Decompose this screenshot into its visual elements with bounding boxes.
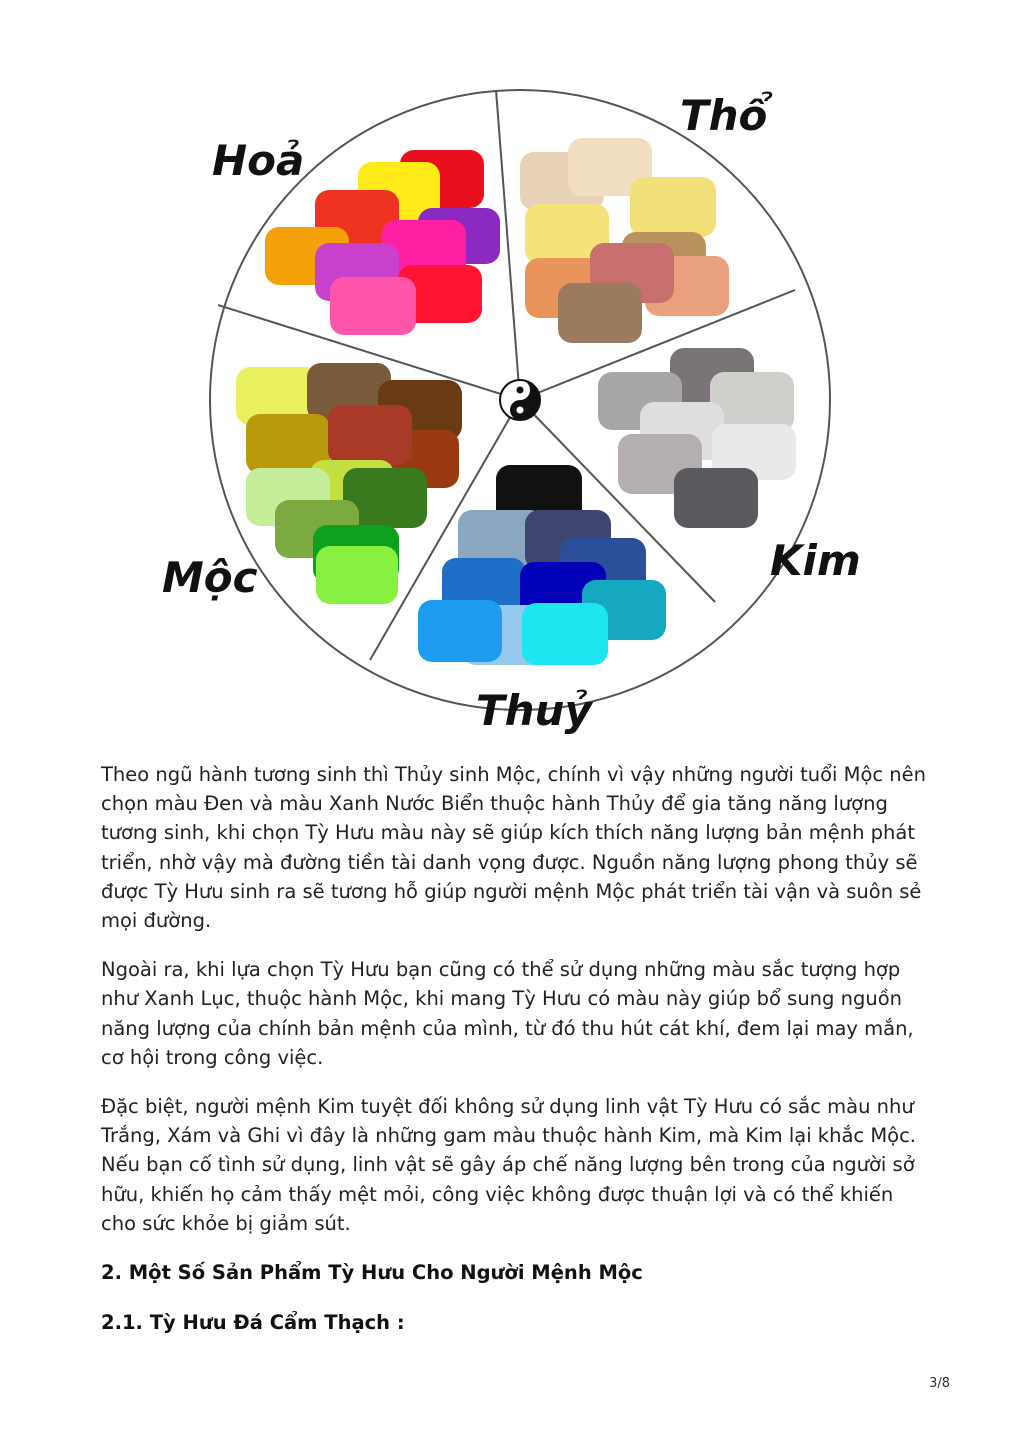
five-elements-color-wheel	[150, 80, 890, 740]
label-earth: Thổ	[680, 91, 768, 140]
subsection-heading: 2.1. Tỳ Hưu Đá Cẩm Thạch :	[101, 1311, 405, 1335]
metal-swatch	[674, 468, 758, 528]
label-water: Thuỷ	[476, 686, 592, 735]
earth-swatch	[630, 177, 716, 237]
paragraph: Ngoài ra, khi lựa chọn Tỳ Hưu bạn cũng có thể sử dụng những màu sắc tượng hợp như Xanh Lục, thuộc hành Mộc, khi mang Tỳ Hưu có màu này giúp bổ sung nguồn năng lượng của chính bản mệnh của mình, từ đó thu hút cát khí, đem lại may mắn, cơ hội trong công việc.	[101, 958, 914, 1069]
page-number: 3/8	[929, 1376, 950, 1391]
water-swatch	[522, 603, 608, 665]
water-swatch	[418, 600, 502, 662]
fire-swatch	[330, 277, 416, 335]
section-heading: 2. Một Số Sản Phẩm Tỳ Hưu Cho Người Mệnh Mộc	[101, 1261, 643, 1285]
label-metal: Kim	[770, 536, 861, 585]
earth-swatch	[558, 283, 642, 343]
paragraph: Đặc biệt, người mệnh Kim tuyệt đối không sử dụng linh vật Tỳ Hưu có sắc màu như Trắng, Xám và Ghi vì đây là những gam màu thuộc hành Kim, mà Kim lại khắc Mộc. Nếu bạn cố tình sử dụng, linh vật sẽ gây áp chế năng lượng bên trong của người sở hữu, khiến họ cảm thấy mệt mỏi, công việc không được thuận lợi và có thể khiến cho sức khỏe bị giảm sút.	[101, 1095, 917, 1235]
label-wood: Mộc	[162, 553, 258, 602]
label-fire: Hoả	[212, 136, 305, 185]
wood-swatch	[316, 546, 398, 604]
yin-yang-icon	[500, 380, 540, 420]
paragraph: Theo ngũ hành tương sinh thì Thủy sinh Mộc, chính vì vậy những người tuổi Mộc nên chọn màu Đen và màu Xanh Nước Biển thuộc hành Thủy để gia tăng năng lượng tương sinh, khi chọn Tỳ Hưu màu này sẽ giúp kích thích năng lượng bản mệnh phát triển, nhờ vậy mà đường tiền tài danh vọng được. Nguồn năng lượng phong thủy sẽ được Tỳ Hưu sinh ra sẽ tương hỗ giúp người mệnh Mộc phát triển tài vận và suôn sẻ mọi đường.	[101, 763, 927, 933]
wood-swatch	[328, 405, 412, 465]
article-body	[101, 760, 931, 1358]
